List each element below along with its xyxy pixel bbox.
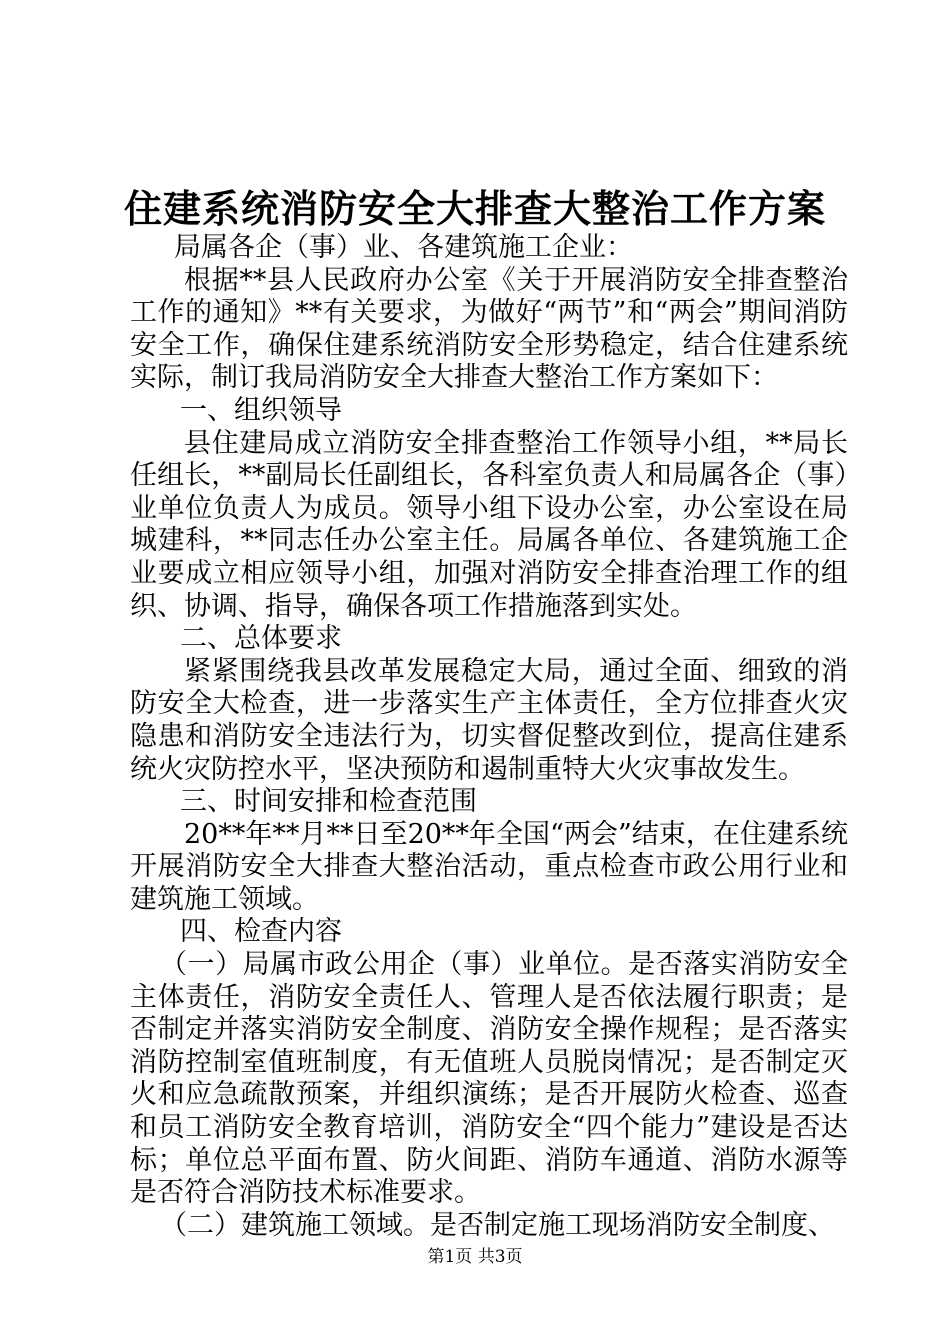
requirements-paragraph: 紧紧围绕我县改革发展稳定大局，通过全面、细致的消防安全大检查，进一步落实生产主体责任，全方位排查火灾隐患和消防安全违法行为，切实督促整改到位，提高住建系统火灾防控水平，坚决预防和遏制重特大火灾事故发生。 — [130, 655, 848, 785]
section-heading-requirements: 二、总体要求 — [180, 623, 342, 655]
inspection-item-municipal: （一）局属市政公用企（事）业单位。是否落实消防安全主体责任，消防安全责任人、管理人是否依法履行职责；是否制定并落实消防安全制度、消防安全操作规程；是否落实消防控制室值班制度，有无值班人员脱岗情况；是否制定灭火和应急疏散预案，并组织演练；是否开展防火检查、巡查和员工消防安全教育培训，消防安全“四个能力”建设是否达标；单位总平面布置、防火间距、消防车通道、消防水源等是否符合消防技术标准要求。 — [130, 949, 848, 1209]
document-title: 住建系统消防安全大排查大整治工作方案 — [123, 186, 826, 231]
page-number-footer: 第1页 共3页 — [427, 1247, 523, 1267]
schedule-paragraph: 20**年**月**日至20**年全国“两会”结束，在住建系统开展消防安全大排查大整治活动，重点检查市政公用行业和建筑施工领域。 — [130, 818, 848, 915]
intro-paragraph: 根据**县人民政府办公室《关于开展消防安全排查整治工作的通知》**有关要求，为做好“两节”和“两会”期间消防安全工作，确保住建系统消防安全形势稳定，结合住建系统实际，制订我局消防安全大排查大整治工作方案如下： — [130, 264, 848, 394]
section-heading-inspection: 四、检查内容 — [180, 916, 342, 948]
addressee-line: 局属各企（事）业、各建筑施工企业： — [174, 232, 633, 263]
organization-paragraph: 县住建局成立消防安全排查整治工作领导小组，**局长任组长，**副局长任副组长，各科室负责人和局属各企（事）业单位负责人为成员。领导小组下设办公室，办公室设在局城建科，**同志任办公室主任。局属各单位、各建筑施工企业要成立相应领导小组，加强对消防安全排查治理工作的组织、协调、指导，确保各项工作措施落到实处。 — [130, 427, 848, 622]
section-heading-schedule: 三、时间安排和检查范围 — [180, 786, 477, 818]
inspection-item-construction: （二）建筑施工领域。是否制定施工现场消防安全制度、 — [160, 1209, 835, 1241]
document-body — [130, 232, 848, 1242]
section-heading-organization: 一、组织领导 — [180, 394, 342, 426]
